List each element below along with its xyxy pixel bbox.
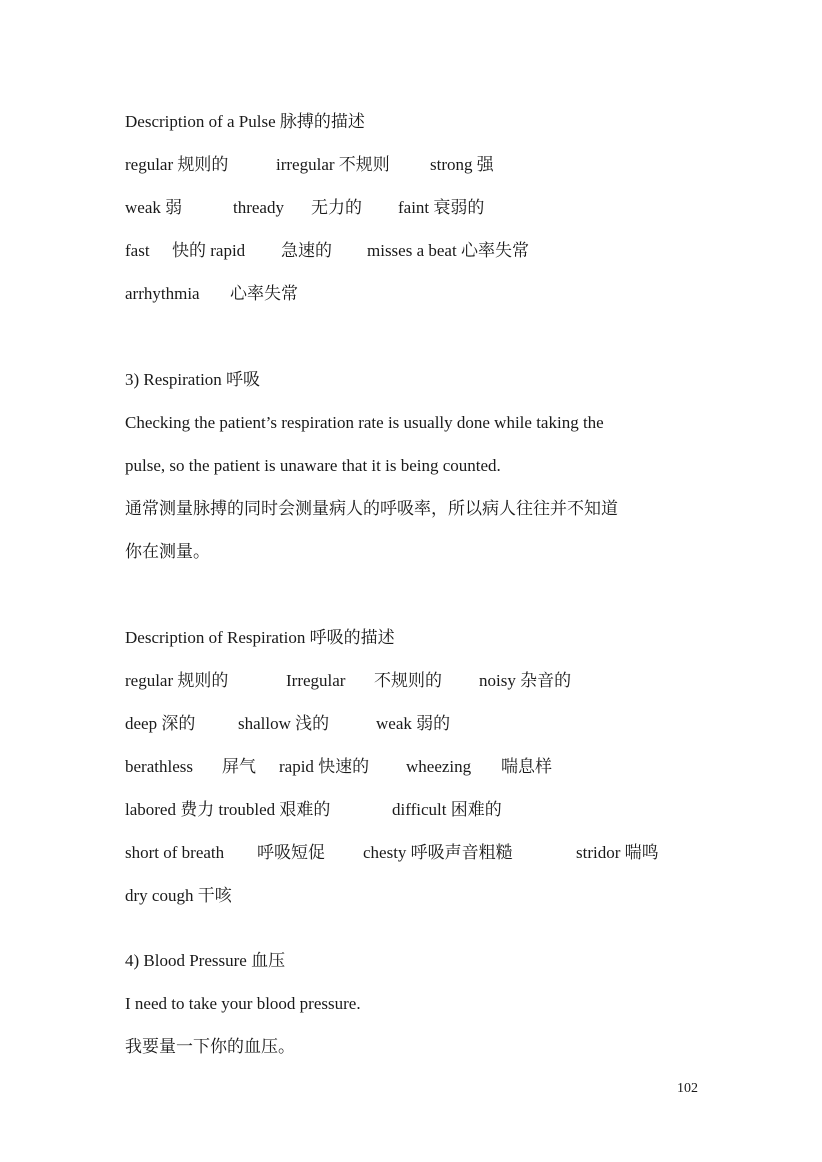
term-arrhythmia-zh: 心率失常	[230, 284, 298, 303]
term-weak: weak 弱	[125, 198, 183, 217]
respiration-terms-heading: Description of Respiration 呼吸的描述	[125, 628, 395, 647]
term-rapid-zh: 急速的	[281, 241, 332, 260]
respiration-heading: 3) Respiration 呼吸	[125, 370, 261, 389]
term-chesty: chesty 呼吸声音粗糙	[363, 843, 513, 862]
term-breathless-zh: 屏气	[222, 757, 256, 776]
term-irregular-zh: 不规则的	[374, 671, 442, 690]
term-irregular: Irregular	[286, 671, 346, 690]
term-irregular: irregular 不规则	[276, 155, 390, 174]
term-stridor: stridor 喘鸣	[576, 843, 659, 862]
respiration-paragraph-zh-1: 通常测量脉搏的同时会测量病人的呼吸率，所以病人往往并不知道	[125, 499, 618, 518]
term-arrhythmia: arrhythmia	[125, 284, 200, 303]
respiration-paragraph-en-2: pulse, so the patient is unaware that it is being counted.	[125, 456, 501, 475]
term-thready: thready	[233, 198, 284, 217]
page-number: 102	[677, 1081, 698, 1096]
respiration-paragraph-en-1: Checking the patient’s respiration rate is usually done while taking the	[125, 413, 604, 432]
term-dry-cough: dry cough 干咳	[125, 886, 232, 905]
respiration-paragraph-zh-2: 你在测量。	[125, 542, 210, 561]
term-shallow: shallow 浅的	[238, 714, 330, 733]
blood-pressure-zh: 我要量一下你的血压。	[125, 1037, 295, 1056]
term-rapid: rapid 快速的	[279, 757, 370, 776]
term-faint: faint 衰弱的	[398, 198, 485, 217]
term-fast: fast	[125, 241, 150, 260]
term-breathless: berathless	[125, 757, 193, 776]
pulse-heading: Description of a Pulse 脉搏的描述	[125, 112, 365, 131]
term-regular: regular 规则的	[125, 155, 229, 174]
term-difficult: difficult 困难的	[392, 800, 502, 819]
term-short-of-breath-zh: 呼吸短促	[257, 843, 325, 862]
term-regular: regular 规则的	[125, 671, 229, 690]
term-wheezing: wheezing	[406, 757, 472, 776]
term-noisy: noisy 杂音的	[479, 671, 572, 690]
term-rapid: 快的 rapid	[172, 241, 246, 260]
term-deep: deep 深的	[125, 714, 196, 733]
term-wheezing-zh: 喘息样	[501, 757, 552, 776]
term-strong: strong 强	[430, 155, 494, 174]
term-thready-zh: 无力的	[311, 198, 362, 217]
blood-pressure-en: I need to take your blood pressure.	[125, 994, 361, 1013]
blood-pressure-heading: 4) Blood Pressure 血压	[125, 951, 286, 970]
term-short-of-breath: short of breath	[125, 843, 225, 862]
term-labored-troubled: labored 费力 troubled 艰难的	[125, 800, 331, 819]
term-misses-a-beat: misses a beat 心率失常	[367, 241, 529, 260]
term-weak: weak 弱的	[376, 714, 451, 733]
